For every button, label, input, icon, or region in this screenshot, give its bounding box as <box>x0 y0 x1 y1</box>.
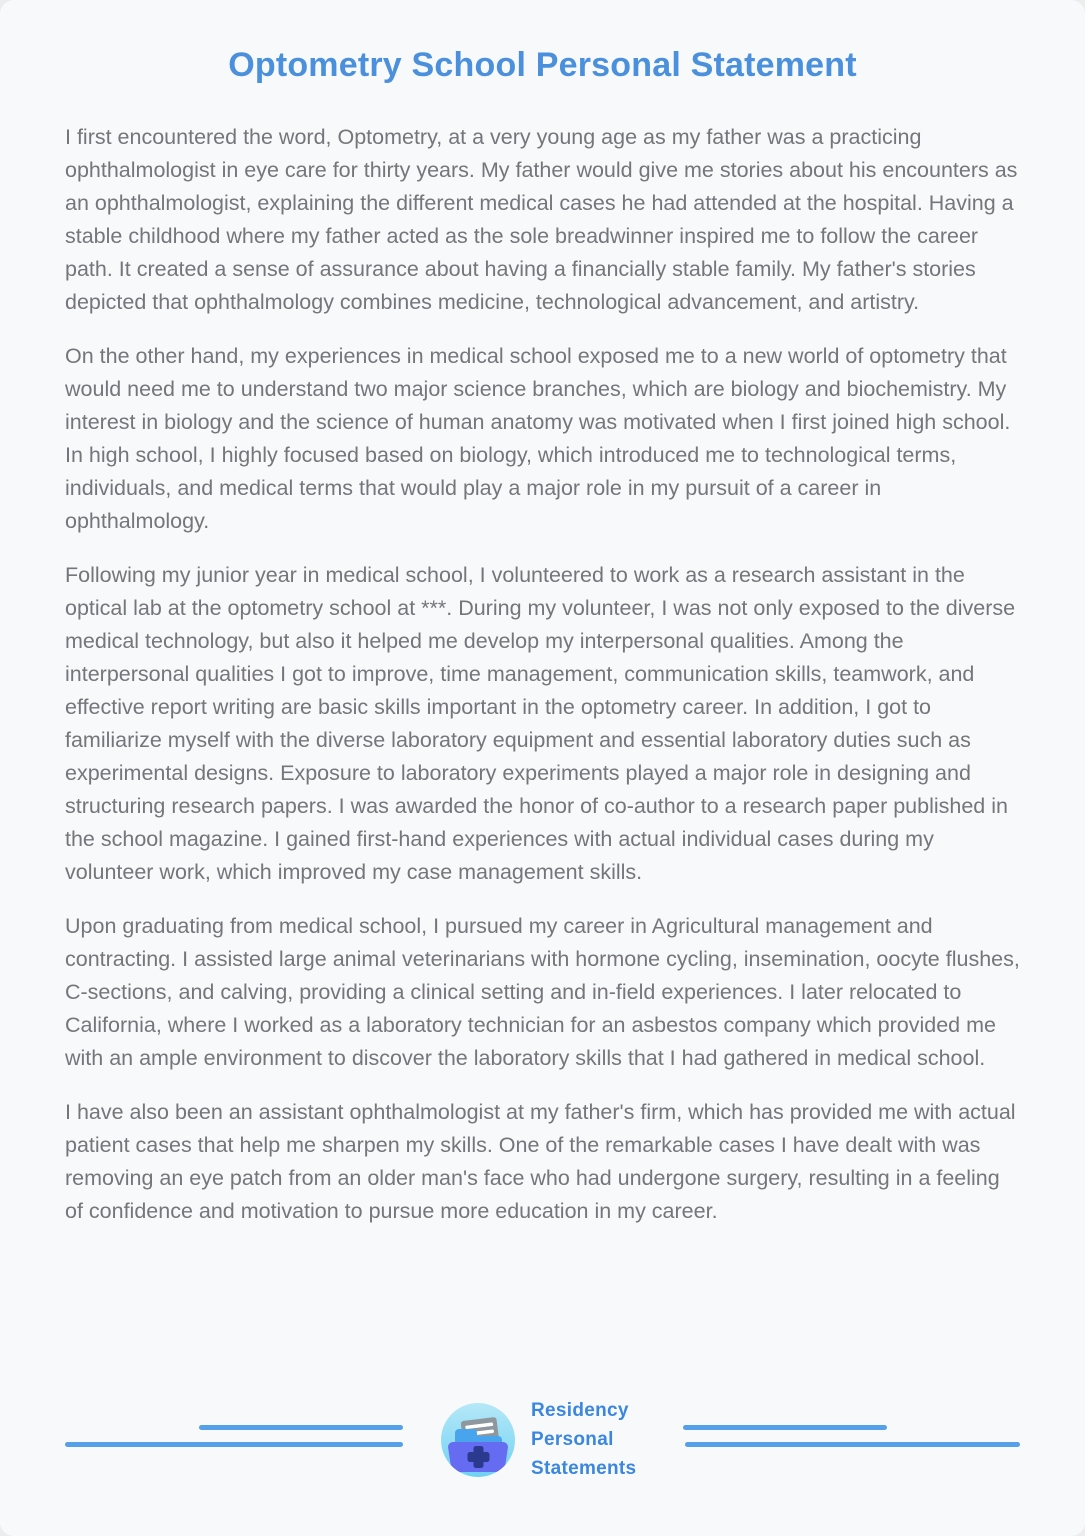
paragraph: On the other hand, my experiences in medical school exposed me to a new world of optometry that would need me to understand two major science branches, which are biology and biochemistry. My interest in biology and the science of human anatomy was motivated when I first joined high school. In high school, I highly focused based on biology, which introduced me to technological terms, individuals, and medical terms that would play a major role in my pursuit of a career in ophthalmology. <box>65 344 1011 533</box>
footer-brand-section <box>0 1392 1085 1522</box>
brand-line: Residency <box>531 1400 629 1421</box>
brand-line: Personal <box>531 1429 614 1450</box>
brand-line: Statements <box>531 1458 637 1479</box>
paragraph: I first encountered the word, Optometry, at a very young age as my father was a practicing ophthalmologist in eye care for thirty years. My father would give me stories about his encounters as an ophthalmologist, explaining the different medical cases he had attended at the hospital. Having a stable childhood where my father acted as the sole breadwinner inspired me to follow the career path. It created a sense of assurance about having a financially stable family. My father's stories depicted that ophthalmology combines medicine, technological advancement, and artistry. <box>65 125 1018 314</box>
brand-logo <box>440 1396 636 1483</box>
decorative-line <box>685 1442 1020 1447</box>
brand-wordmark <box>531 1396 636 1483</box>
decorative-line <box>683 1425 887 1430</box>
page-title: Optometry School Personal Statement <box>228 46 857 84</box>
statement-body <box>65 121 1022 1228</box>
paragraph: Following my junior year in medical school, I volunteered to work as a research assistant in the optical lab at the optometry school at ***. During my volunteer, I was not only exposed to the diverse medical technology, but also it helped me develop my interpersonal qualities. Among the interpersonal qualities I got to improve, time management, communication skills, teamwork, and effective report writing are basic skills important in the optometry career. In addition, I got to familiarize myself with the diverse laboratory equipment and essential laboratory duties such as experimental designs. Exposure to laboratory experiments played a major role in designing and structuring research papers. I was awarded the honor of co-author to a research paper published in the school magazine. I gained first-hand experiences with actual individual cases during my volunteer work, which improved my case management skills. <box>65 563 1016 884</box>
decorative-line <box>199 1425 403 1430</box>
paragraph: Upon graduating from medical school, I pursued my career in Agricultural management and contracting. I assisted large animal veterinarians with hormone cycling, insemination, oocyte flushes, C-sections, and calving, providing a clinical setting and in-field experiences. I later relocated to California, where I worked as a laboratory technician for an asbestos company which provided me with an ample environment to discover the laboratory skills that I had gathered in medical school. <box>65 914 1020 1070</box>
paragraph: I have also been an assistant ophthalmologist at my father's firm, which has provided me with actual patient cases that help me sharpen my skills. One of the remarkable cases I have dealt with was removing an eye patch from an older man's face who had undergone surgery, resulting in a feeling of confidence and motivation to pursue more education in my career. <box>65 1100 1016 1223</box>
decorative-line <box>65 1442 403 1447</box>
folder-with-medical-cross-icon <box>440 1402 516 1478</box>
